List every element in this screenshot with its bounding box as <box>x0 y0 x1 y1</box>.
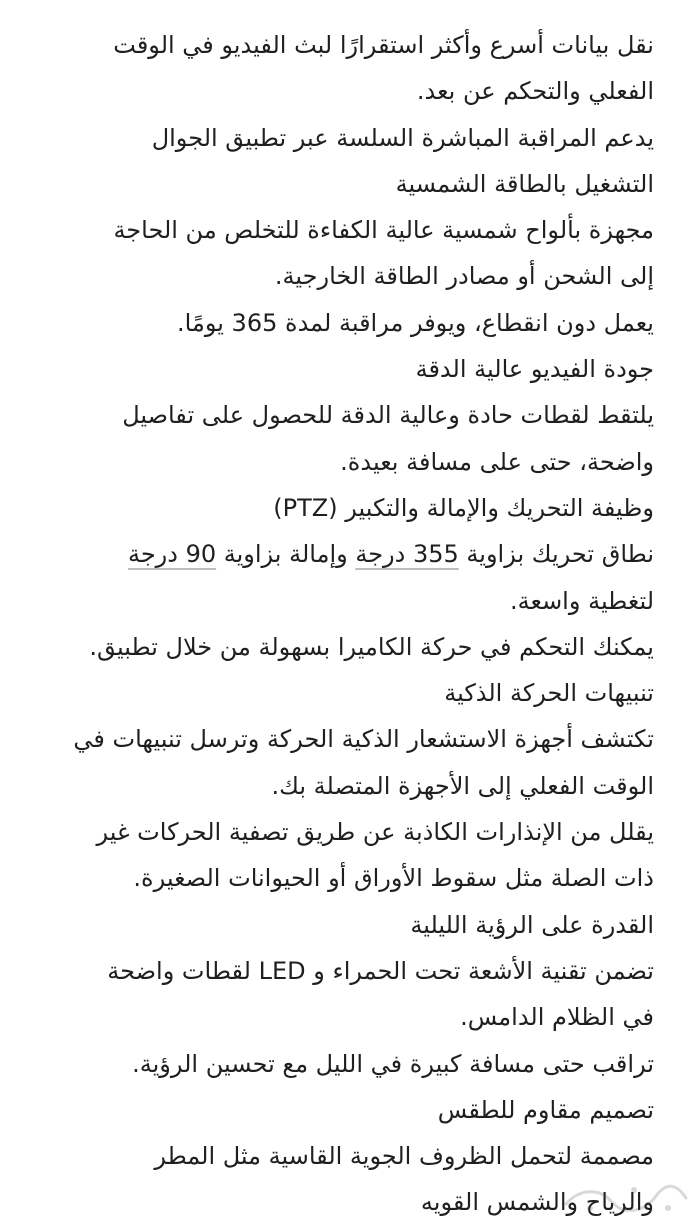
text-line: يدعم المراقبة المباشرة السلسة عبر تطبيق الجوال <box>151 123 654 152</box>
text-line: تراقب حتى مسافة كبيرة في الليل مع تحسين الرؤية. <box>132 1049 654 1078</box>
tilt-angle-link[interactable]: 90 درجة <box>127 540 217 569</box>
text-line: يمكنك التحكم في حركة الكاميرا بسهولة من خلال تطبيق. <box>89 632 654 661</box>
text-line: واضحة، حتى على مسافة بعيدة. <box>340 447 654 476</box>
section-heading: التشغيل بالطاقة الشمسية <box>395 169 654 198</box>
section-heading: تنبيهات الحركة الذكية <box>444 679 654 708</box>
section-heading: القدرة على الرؤية الليلية <box>410 910 654 939</box>
text-line: يعمل دون انقطاع، ويوفر مراقبة لمدة 365 يومًا. <box>177 308 654 337</box>
text-line: الفعلي والتحكم عن بعد. <box>416 77 654 106</box>
pan-angle-link[interactable]: 355 درجة <box>355 540 459 569</box>
text-line: تضمن تقنية الأشعة تحت الحمراء و LED لقطات واضحة <box>107 956 654 985</box>
text-line: الوقت الفعلي إلى الأجهزة المتصلة بك. <box>271 771 654 800</box>
text-segment: وإمالة بزاوية <box>216 540 356 569</box>
text-line: ذات الصلة مثل سقوط الأوراق أو الحيوانات الصغيرة. <box>133 864 654 893</box>
text-line-with-links <box>34 531 654 577</box>
section-heading: تصميم مقاوم للطقس <box>437 1095 654 1124</box>
text-line: إلى الشحن أو مصادر الطاقة الخارجية. <box>274 262 654 291</box>
text-line: مجهزة بألواح شمسية عالية الكفاءة للتخلص من الحاجة <box>113 216 654 245</box>
text-line: يلتقط لقطات حادة وعالية الدقة للحصول على تفاصيل <box>122 401 654 430</box>
text-line: في الظلام الدامس. <box>460 1003 654 1032</box>
product-description <box>34 22 654 1226</box>
text-line: لتغطية واسعة. <box>510 586 654 615</box>
text-line: والرياح والشمس القويه <box>420 1188 654 1217</box>
text-line: تكتشف أجهزة الاستشعار الذكية الحركة وترسل تنبيهات في <box>73 725 654 754</box>
text-line: يقلل من الإنذارات الكاذبة عن طريق تصفية الحركات غير <box>96 818 654 847</box>
site-logo-watermark-icon <box>560 1180 690 1214</box>
text-line: مصممة لتحمل الظروف الجوية القاسية مثل المطر <box>154 1142 654 1171</box>
text-line: نقل بيانات أسرع وأكثر استقرارًا لبث الفيديو في الوقت <box>113 31 654 59</box>
section-heading: جودة الفيديو عالية الدقة <box>415 355 654 384</box>
section-heading: وظيفة التحريك والإمالة والتكبير (PTZ) <box>273 493 654 522</box>
text-segment: نطاق تحريك بزاوية <box>458 540 654 569</box>
